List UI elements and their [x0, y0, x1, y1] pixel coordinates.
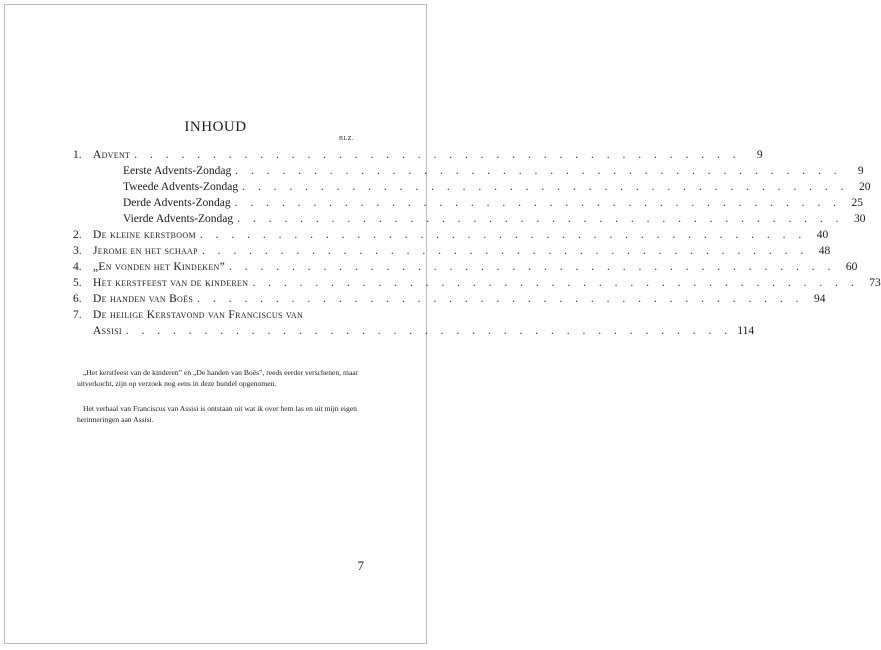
toc-entry — [93, 259, 858, 275]
toc-entry — [123, 163, 864, 179]
toc-number: 2. — [73, 229, 82, 241]
leader-dots: . . . . . . . . . . . . . . . . . . . . . . . . . . . . . . . . . . . . . . . — [134, 149, 741, 161]
leader-dots: . . . . . . . . . . . . . . . . . . . . . . . . . . . . . . . . . . . . . . . — [237, 213, 844, 225]
toc-entry — [93, 227, 829, 243]
toc-page-number: 73 — [869, 277, 881, 289]
toc-entry — [93, 307, 361, 323]
leader-dots: . . . . . . . . . . . . . . . . . . . . . . . . . . . . . . . . . . . . . . . — [242, 181, 849, 193]
toc-row — [5, 259, 858, 275]
toc-label: „En vonden het Kindeken” — [93, 261, 226, 273]
leader-dots: . . . . . . . . . . . . . . . . . . . . . . . . . . . . . . . . . . . . . . . — [197, 293, 804, 305]
book-page — [4, 4, 881, 644]
leader-dots: . . . . . . . . . . . . . . . . . . . . . . . . . . . . . . . . . . . . . . . — [199, 229, 807, 241]
toc-label: Vierde Advents-Zondag — [123, 213, 234, 225]
toc-label: De kleine kerstboom — [93, 229, 196, 241]
toc-row — [5, 179, 871, 195]
leader-dots: . . . . . . . . . . . . . . . . . . . . . . . . . . . . . . . . . . . . . . . — [125, 325, 733, 337]
page-number: 7 — [357, 558, 364, 573]
leader-dots: . . . . . . . . . . . . . . . . . . . . . . . . . . . . . . . . . . . . . . . — [229, 261, 836, 273]
toc-label: De heilige Kerstavond van Franciscus van — [93, 309, 304, 321]
toc-page-number: 30 — [854, 213, 866, 225]
toc-number: 3. — [73, 245, 82, 257]
toc-entry — [93, 323, 755, 339]
toc-page-number: 60 — [845, 261, 858, 273]
toc-page-number: 48 — [818, 245, 831, 257]
toc-number: 5. — [73, 277, 82, 289]
toc-label: Jerome en het schaap — [93, 245, 198, 257]
toc-entry — [123, 211, 866, 227]
toc-number: 1. — [73, 149, 82, 161]
toc-entry — [93, 243, 831, 259]
toc-page-number: 20 — [859, 181, 871, 193]
toc-page-number: 94 — [813, 293, 826, 305]
toc-number: 7. — [73, 309, 82, 321]
page-title: INHOUD — [184, 119, 247, 135]
toc-label: Derde Advents-Zondag — [123, 197, 231, 209]
toc-number: 6. — [73, 293, 82, 305]
leader-dots: . . . . . . . . . . . . . . . . . . . . . . . . . . . . . . . . . . . . . . . — [252, 277, 859, 289]
toc-entry — [93, 291, 826, 307]
leader-dots: . . . . . . . . . . . . . . . . . . . . . . . . . . . . . . . . . . . . . . . — [234, 197, 841, 209]
toc-row — [5, 195, 863, 211]
leader-dots: . . . . . . . . . . . . . . . . . . . . . . . . . . . . . . . . . . . . . . . — [201, 245, 809, 257]
toc-page-number: 9 — [857, 165, 864, 177]
note-paragraph: „Het kerstfeest van de kinderen” en „De handen van Boës”, reeds eerder verschenen, maar uitverkocht, zijn op verzoek nog eens in deze bundel opgenomen. — [77, 368, 359, 388]
toc-row — [5, 307, 426, 323]
toc-row — [5, 211, 866, 227]
toc-label: De handen van Boës — [93, 293, 194, 305]
page-column-label: BLZ. — [338, 136, 354, 142]
toc-number: 4. — [73, 261, 82, 273]
toc-row — [5, 323, 755, 339]
toc-entry — [93, 275, 881, 291]
toc-page-number: 114 — [737, 325, 755, 337]
toc-entry — [123, 179, 871, 195]
toc-label: Assisi — [93, 325, 122, 337]
toc-row — [5, 163, 864, 179]
toc-label: Eerste Advents-Zondag — [123, 165, 232, 177]
toc-page-number: 25 — [851, 197, 863, 209]
toc-label: Advent — [93, 149, 131, 161]
toc-row — [5, 291, 826, 307]
toc-label: Tweede Advents-Zondag — [123, 181, 239, 193]
toc-row — [5, 243, 831, 259]
toc-row — [5, 227, 829, 243]
toc-label: Het kerstfeest van de kinderen — [93, 277, 249, 289]
toc-row — [5, 147, 763, 163]
toc-entry — [123, 195, 863, 211]
leader-dots: . . . . . . . . . . . . . . . . . . . . . . . . . . . . . . . . . . . . . . . — [235, 165, 842, 177]
toc-page-number: 40 — [816, 229, 829, 241]
note-paragraph: Het verhaal van Franciscus van Assisi is ontstaan uit wat ik over hem las en uit mijn eigen herinneringen aan Assisi. — [77, 404, 357, 424]
toc-page-number: 9 — [756, 149, 763, 161]
toc-entry — [93, 147, 763, 163]
toc-row — [5, 275, 881, 291]
